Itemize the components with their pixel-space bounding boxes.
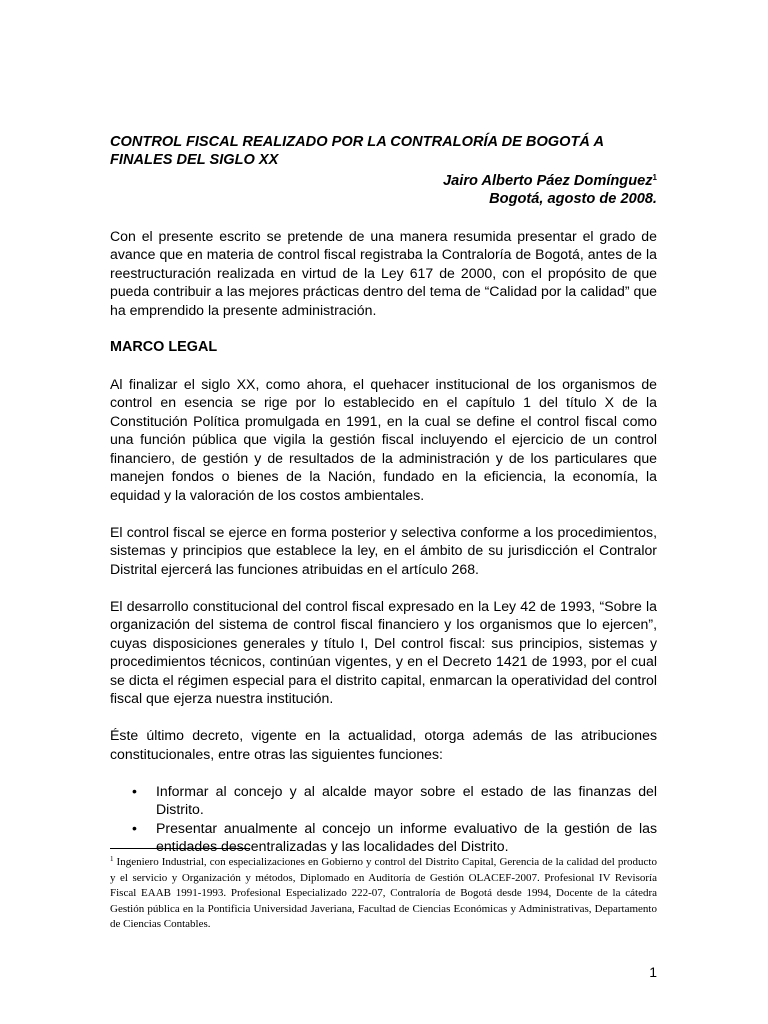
author-name: Jairo Alberto Páez Domínguez <box>443 173 653 189</box>
list-item <box>132 819 657 856</box>
document-title: CONTROL FISCAL REALIZADO POR LA CONTRALORÍA DE BOGOTÁ A FINALES DEL SIGLO XX <box>110 134 604 168</box>
list-item-text: Informar al concejo y al alcalde mayor sobre el estado de las finanzas del Distrito. <box>156 782 657 817</box>
list-item <box>132 782 657 819</box>
footnote-separator <box>110 848 250 849</box>
footnote-marker: 1 <box>110 855 114 863</box>
footnote <box>110 852 657 933</box>
section-heading: MARCO LEGAL <box>110 338 218 355</box>
paragraph: Éste último decreto, vigente en la actualidad, otorga además de las atribuciones constitucionales, entre otras las siguientes funciones: <box>110 727 657 762</box>
place-date: Bogotá, agosto de 2008. <box>489 191 657 207</box>
footnote-text: Ingeniero Industrial, con especializaciones en Gobierno y control del Distrito Capital, Gerencia de la calidad del producto y el servicio y Organización y métodos, Diplomado en Auditoría de Gestión OLACEF-2007. Profesional IV Revisoría Fiscal EAAB 1991-1993. Profesional Especializado 222-07, Contraloría de Bogotá desde 1994, Docente de la cátedra Gestión pública en la Pontificia Universidad Javeriana, Facultad de Ciencias Económicas y Administrativas, Departamento de Ciencias Contables. <box>110 856 657 931</box>
paragraph: El desarrollo constitucional del control fiscal expresado en la Ley 42 de 1993, “Sobre la organización del sistema de control fiscal financiero y los organismos que lo ejercen”, cuyas disposiciones generales y título I, Del control fiscal: sus principios, sistemas y procedimientos técnicos, continúan vigentes, y en el Decreto 1421 de 1993, por el cual se dicta el régimen especial para el distrito capital, enmarcan la operatividad del control fiscal que ejerza nuestra institución. <box>110 597 657 706</box>
paragraph: El control fiscal se ejerce en forma posterior y selectiva conforme a los procedimientos, sistemas y principios que establece la ley, en el ámbito de su jurisdicción el Contralor Distrital ejercerá las funciones atribuidas en el artículo 268. <box>110 523 657 577</box>
functions-list <box>110 782 657 856</box>
bullet-icon: • <box>132 782 137 799</box>
bullet-icon: • <box>132 819 137 836</box>
paragraph: Al finalizar el siglo XX, como ahora, el quehacer institucional de los organismos de control en esencia se rige por lo establecido en el capítulo 1 del título X de la Constitución Política promulgada en 1991, en la cual se define el control fiscal como una función pública que vigila la gestión fiscal incluyendo el ejercicio de un control financiero, de gestión y de resultados de la administración y de los particulares que manejen fondos o bienes de la Nación, fundado en la eficiencia, la economía, la equidad y la valoración de los costos ambientales. <box>110 375 657 503</box>
footnote-reference[interactable]: 1 <box>652 173 657 182</box>
author-line <box>110 169 657 190</box>
intro-paragraph: Con el presente escrito se pretende de una manera resumida presentar el grado de avance que en materia de control fiscal registraba la Contraloría de Bogotá, antes de la reestructuración realizada en virtud de la Ley 617 de 2000, con el propósito de que pueda contribuir a las mejores prácticas dentro del tema de “Calidad por la calidad” que ha emprendido la presente administración. <box>110 227 657 318</box>
document-body <box>110 133 657 856</box>
page-number: 1 <box>649 964 657 980</box>
list-item-text: Presentar anualmente al concejo un informe evaluativo de la gestión de las entidades descentralizadas y las localidades del Distrito. <box>156 819 657 854</box>
